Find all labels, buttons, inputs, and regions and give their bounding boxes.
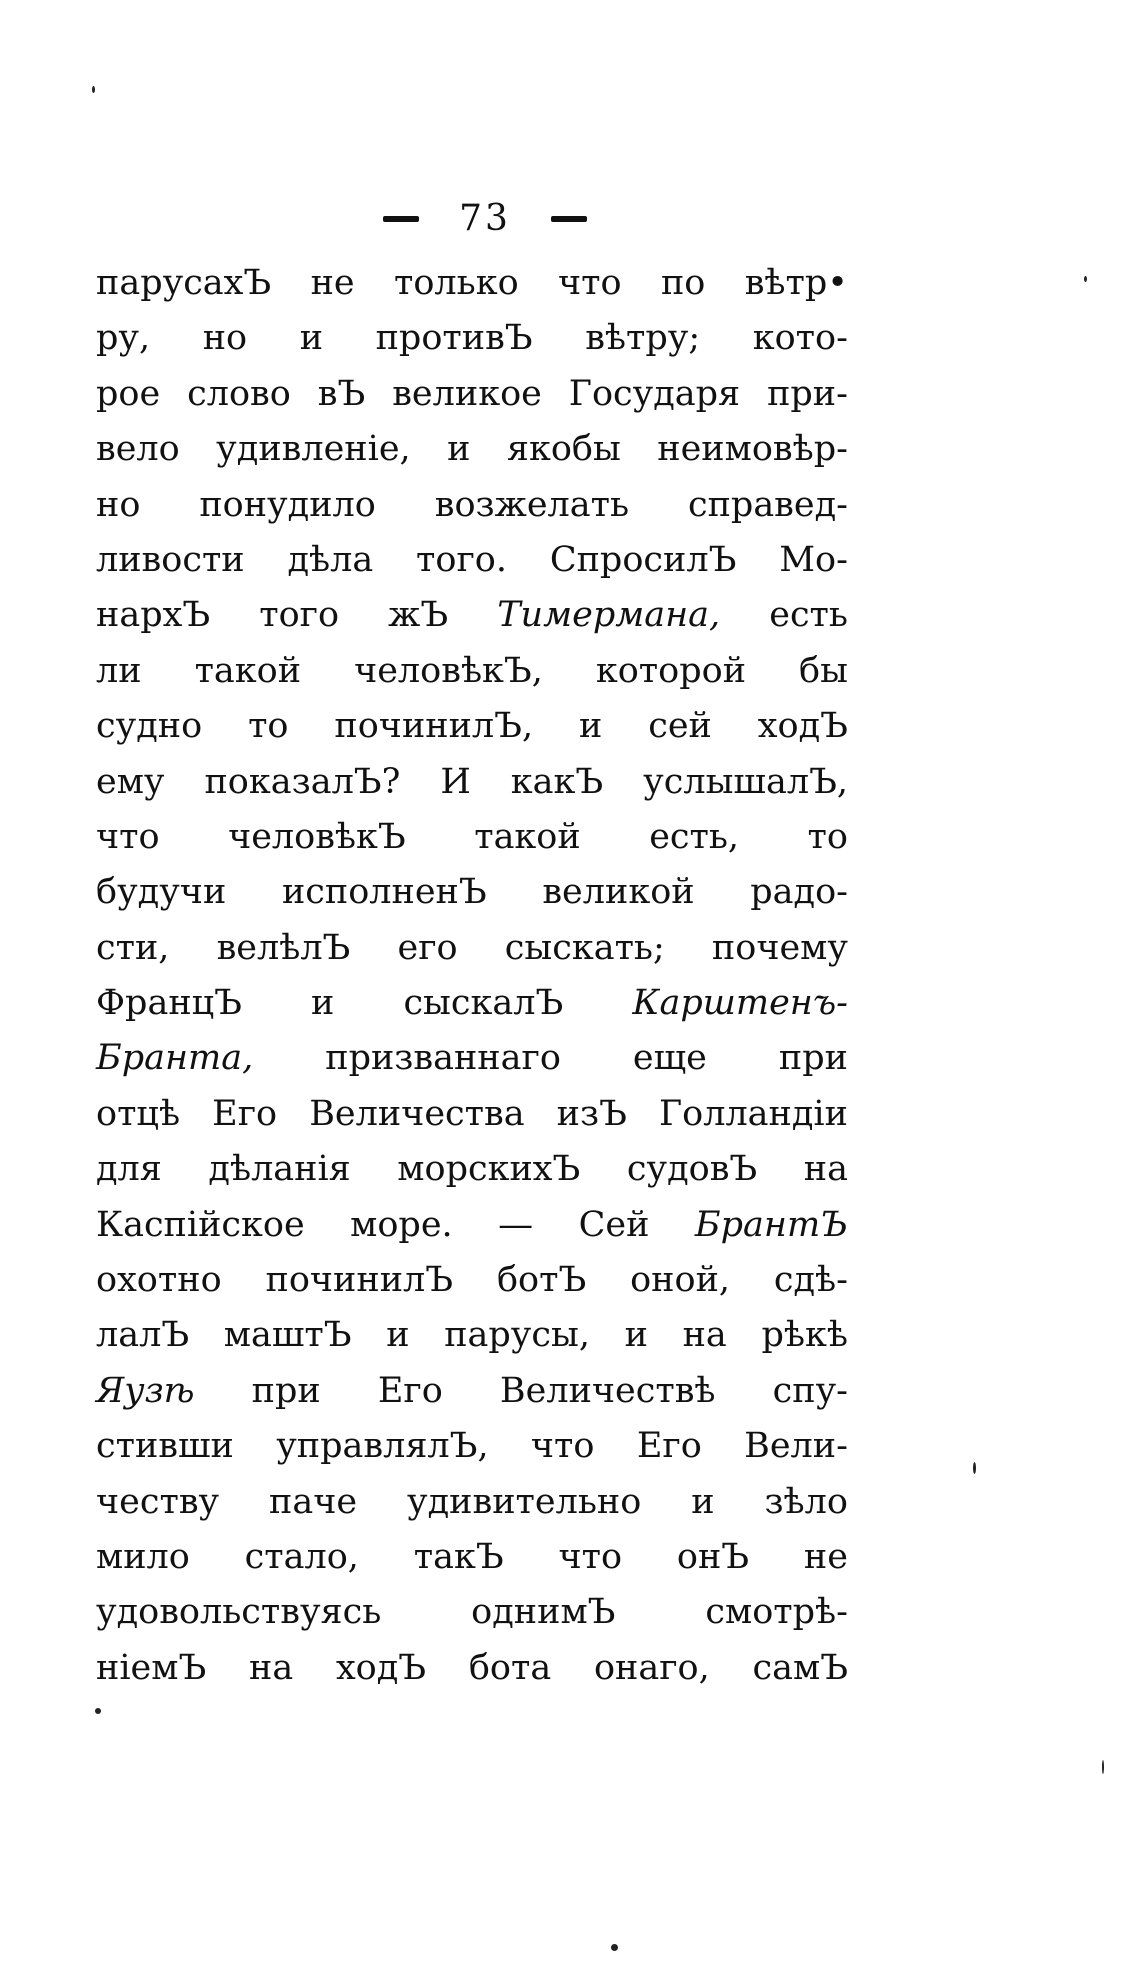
body-text — [96, 256, 848, 1696]
word: Государя — [568, 373, 741, 414]
word: ему — [96, 761, 165, 802]
word: на — [803, 1149, 848, 1190]
word: починилЪ — [265, 1260, 454, 1301]
word: стало, — [244, 1536, 359, 1577]
word: паче — [269, 1481, 358, 1522]
word: но — [96, 484, 141, 525]
text-line — [96, 921, 848, 976]
text-line — [96, 533, 848, 588]
word: и — [579, 706, 603, 747]
scan-speck — [92, 86, 95, 93]
word: есть, — [649, 816, 740, 857]
word: сыскалЪ — [403, 983, 564, 1024]
word: будучи — [96, 872, 227, 913]
word: Сей — [578, 1204, 650, 1245]
word: Бранта, — [96, 1038, 254, 1079]
word: ливости — [96, 539, 245, 580]
text-line — [96, 1253, 848, 1308]
word: только — [393, 263, 519, 303]
word: что — [558, 1536, 623, 1577]
text-line — [96, 1308, 848, 1363]
word: и — [624, 1315, 648, 1356]
word: смотрѣ- — [705, 1592, 848, 1633]
word: Вели- — [744, 1426, 848, 1467]
word: велѣлЪ — [216, 927, 351, 968]
word: того — [259, 595, 340, 636]
text-line — [96, 367, 848, 422]
word: кото- — [752, 318, 848, 359]
word: рое — [96, 373, 161, 414]
text-line — [96, 810, 848, 865]
word: сыскать; — [504, 927, 665, 968]
word: ходЪ — [335, 1647, 427, 1688]
word: и — [386, 1315, 410, 1356]
word: почему — [711, 927, 848, 968]
word: починилЪ, — [334, 706, 534, 747]
word: однимЪ — [471, 1592, 616, 1633]
word: Величествѣ — [499, 1370, 716, 1411]
word: ботЪ — [496, 1260, 587, 1301]
word: судно — [96, 706, 203, 747]
word: на — [682, 1315, 727, 1356]
header-dash-left — [383, 216, 419, 222]
scan-speck — [95, 1708, 101, 1714]
word: удивительно — [407, 1481, 642, 1522]
word: удивленіе, — [216, 429, 411, 470]
word: ру, — [96, 318, 151, 359]
word: Голландіи — [658, 1093, 848, 1134]
word: морскихЪ — [397, 1149, 581, 1190]
word: СпросилЪ — [549, 539, 737, 580]
word: великое — [392, 373, 542, 414]
word: жЪ — [388, 595, 449, 636]
word: охотно — [96, 1260, 222, 1301]
word: судовЪ — [626, 1149, 758, 1190]
word: Яузѣ — [96, 1370, 195, 1411]
word: вЪ — [317, 373, 366, 414]
word: сти, — [96, 927, 170, 968]
word: изЪ — [556, 1093, 627, 1134]
text-line — [96, 644, 848, 699]
word: дѣланія — [208, 1149, 351, 1190]
word: стивши — [96, 1426, 234, 1467]
word: вело — [96, 429, 180, 470]
word: человѣкЪ, — [354, 650, 543, 691]
text-line — [96, 311, 848, 366]
word: такЪ — [413, 1536, 504, 1577]
word: зѣло — [764, 1481, 848, 1522]
word: парусахЪ — [96, 263, 272, 303]
word: справед- — [687, 484, 848, 525]
word: ФранцЪ — [96, 983, 242, 1024]
word: призваннаго — [325, 1038, 561, 1079]
word: БрантЪ — [694, 1204, 848, 1245]
word: радо- — [750, 872, 848, 913]
word: Мо- — [779, 539, 848, 580]
word: онаго, — [593, 1647, 710, 1688]
word: великой — [542, 872, 695, 913]
word: на — [249, 1647, 294, 1688]
word: сдѣ- — [773, 1260, 848, 1301]
word: есть — [769, 595, 848, 636]
scan-speck — [611, 1944, 618, 1951]
page-number: 73 — [459, 198, 511, 239]
word: честву — [96, 1481, 220, 1522]
text-line — [96, 755, 848, 810]
word: И — [440, 761, 471, 802]
word: сей — [648, 706, 712, 747]
word: нархЪ — [96, 595, 211, 636]
word: Его — [212, 1093, 278, 1134]
word: маштЪ — [223, 1315, 352, 1356]
word: еще — [632, 1038, 707, 1079]
word: спу- — [772, 1370, 848, 1411]
text-line — [96, 1198, 848, 1253]
word: вѣтру; — [585, 318, 701, 359]
text-line — [96, 1031, 848, 1086]
word: ніемЪ — [96, 1647, 207, 1688]
word: и — [311, 983, 335, 1024]
word: бы — [799, 650, 848, 691]
word: то — [248, 706, 289, 747]
word: рѣкѣ — [761, 1315, 848, 1356]
word: Карштенъ- — [632, 983, 848, 1024]
word: море. — [350, 1204, 453, 1245]
word: ходЪ — [757, 706, 848, 747]
word: неимовѣр- — [657, 429, 848, 470]
scan-speck — [1084, 276, 1087, 282]
text-line — [96, 1087, 848, 1142]
word: парусы, — [444, 1315, 590, 1356]
word: — — [498, 1204, 534, 1245]
word: что — [96, 816, 160, 857]
word: то — [807, 816, 848, 857]
page-header — [350, 194, 620, 244]
text-line — [96, 1142, 848, 1197]
text-line — [96, 588, 848, 643]
word: ли — [96, 650, 142, 691]
word: и — [447, 429, 471, 470]
scan-speck — [973, 1462, 976, 1474]
word: противЪ — [375, 318, 533, 359]
text-line — [96, 1585, 848, 1640]
text-line — [96, 422, 848, 477]
word: что — [530, 1426, 595, 1467]
word: слово — [187, 373, 291, 414]
text-line — [96, 256, 848, 311]
word: при — [778, 1038, 848, 1079]
word: управлялЪ, — [276, 1426, 489, 1467]
word: что — [558, 263, 622, 303]
text-line — [96, 478, 848, 533]
word: оной, — [630, 1260, 731, 1301]
text-line — [96, 865, 848, 920]
word: отцѣ — [96, 1093, 181, 1134]
word: вѣтр• — [744, 263, 848, 303]
word: лалЪ — [96, 1315, 190, 1356]
word: его — [397, 927, 458, 968]
word: и — [299, 318, 324, 359]
word: не — [803, 1536, 848, 1577]
word: при- — [767, 373, 848, 414]
word: при — [251, 1370, 321, 1411]
word: Тимермана, — [497, 595, 721, 636]
word: но — [202, 318, 248, 359]
word: человѣкЪ — [228, 816, 406, 857]
word: самЪ — [752, 1647, 848, 1688]
text-line — [96, 1364, 848, 1419]
text-line — [96, 1419, 848, 1474]
word: показалЪ? — [204, 761, 401, 802]
word: и — [691, 1481, 715, 1522]
word: какЪ — [510, 761, 604, 802]
text-line — [96, 1530, 848, 1585]
word: понудило — [199, 484, 376, 525]
word: возжелать — [434, 484, 630, 525]
word: того. — [416, 539, 508, 580]
text-line — [96, 699, 848, 754]
text-line — [96, 1475, 848, 1530]
word: Его — [636, 1426, 702, 1467]
word: мило — [96, 1536, 190, 1577]
text-line — [96, 976, 848, 1031]
word: Величества — [309, 1093, 525, 1134]
word: по — [660, 263, 706, 303]
word: удовольствуясь — [96, 1592, 382, 1633]
header-dash-right — [551, 216, 587, 222]
word: такой — [194, 650, 302, 691]
word: Его — [377, 1370, 443, 1411]
scan-speck — [1102, 1760, 1104, 1774]
word: дѣла — [287, 539, 374, 580]
word: онЪ — [676, 1536, 750, 1577]
word: не — [310, 263, 355, 303]
text-line — [96, 1641, 848, 1696]
word: такой — [474, 816, 581, 857]
word: Каспійское — [96, 1204, 305, 1245]
word: бота — [468, 1647, 552, 1688]
word: которой — [595, 650, 747, 691]
word: якобы — [506, 429, 621, 470]
word: исполненЪ — [281, 872, 487, 913]
word: для — [96, 1149, 162, 1190]
word: услышалЪ, — [643, 761, 848, 802]
